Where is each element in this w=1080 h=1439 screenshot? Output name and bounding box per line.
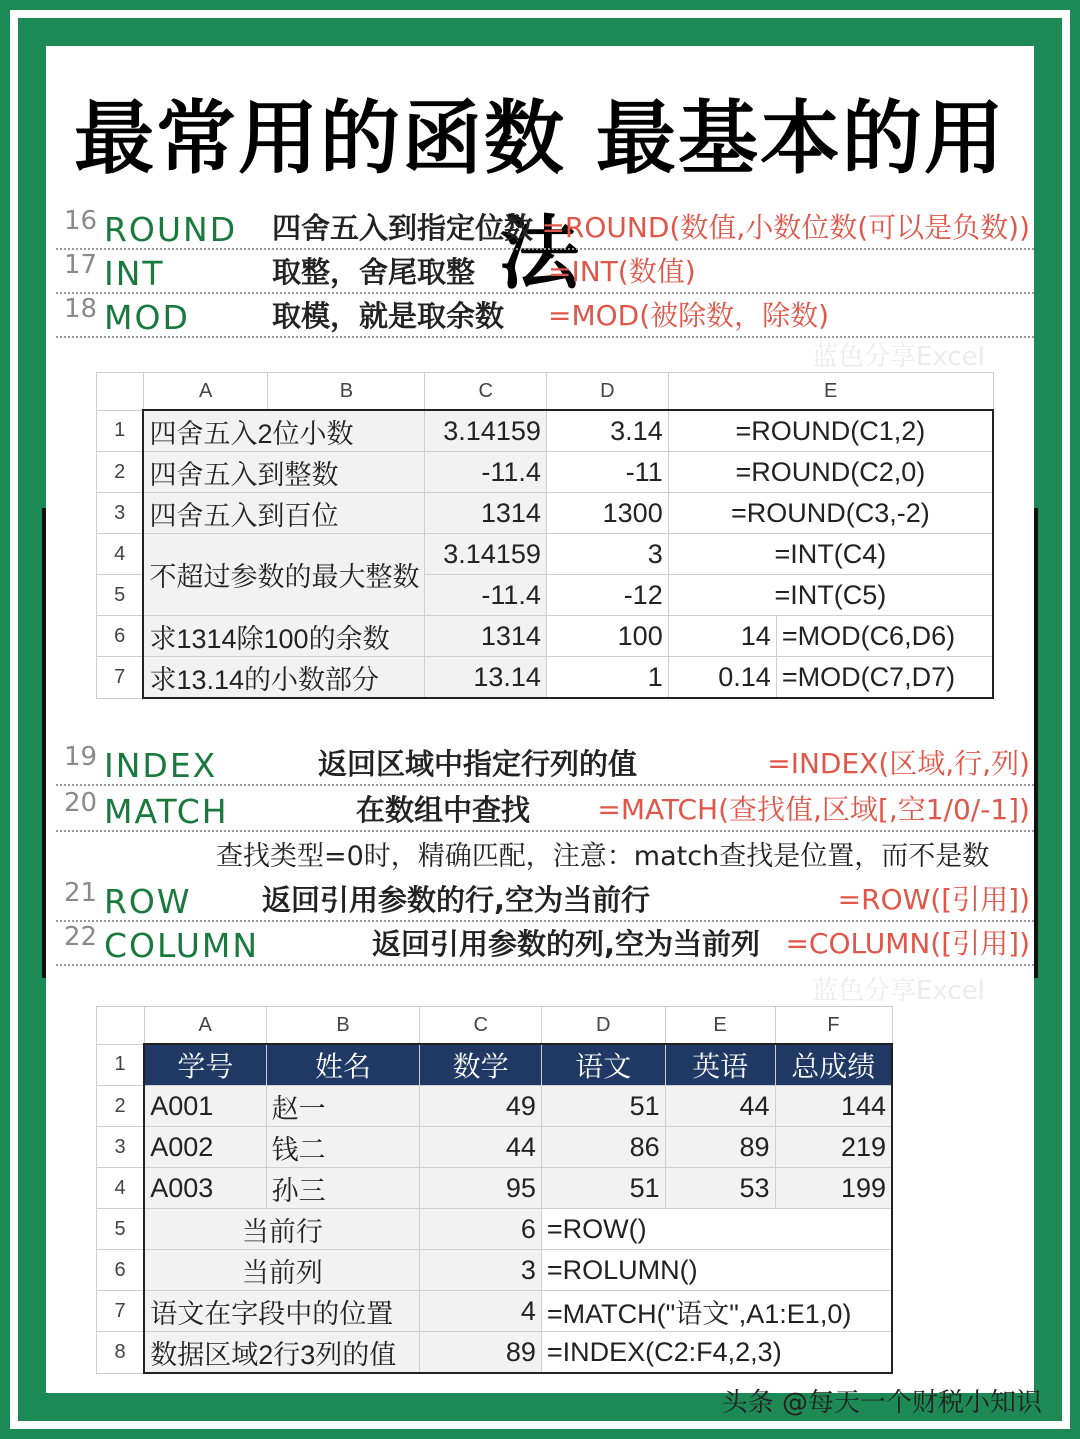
col-header-b: B <box>268 373 425 411</box>
cell-c: 3.14159 <box>425 534 546 575</box>
cell-total: 199 <box>775 1168 892 1209</box>
row-number: 7 <box>97 1291 145 1332</box>
cell-label: 四舍五入2位小数 <box>143 410 425 452</box>
header-cell: 总成绩 <box>775 1044 892 1086</box>
table-row <box>97 1209 893 1250</box>
excel-table-round-int-mod <box>96 372 994 699</box>
cell-chinese: 51 <box>541 1168 665 1209</box>
col-header-e: E <box>665 1007 775 1045</box>
cell-c: 1314 <box>425 616 546 657</box>
excel-table-index-match <box>96 1006 893 1374</box>
table-row <box>97 493 994 534</box>
function-row-mod <box>56 292 1034 338</box>
cell-label: 求13.14的小数部分 <box>143 657 425 699</box>
watermark: 蓝色分享Excel <box>812 342 985 372</box>
corner-cell <box>97 1007 145 1045</box>
function-syntax: =ROUND(数值,小数位数(可以是负数)) <box>541 211 1030 244</box>
cell-label: 四舍五入到整数 <box>143 452 425 493</box>
function-name: ROUND <box>104 210 238 249</box>
cell-value: 89 <box>420 1332 541 1374</box>
table-row <box>97 1250 893 1291</box>
cell-e: =INT(C4) <box>668 534 993 575</box>
cell-f-formula: =MOD(C6,D6) <box>776 616 993 657</box>
function-row-round <box>56 204 1034 250</box>
cell-d: 1300 <box>546 493 668 534</box>
function-syntax: =COLUMN([引用]) <box>785 927 1030 960</box>
cell-label: 语文在字段中的位置 <box>144 1291 420 1332</box>
function-number: 20 <box>64 788 98 818</box>
content-card <box>46 46 1034 1393</box>
cell-value: 6 <box>420 1209 541 1250</box>
cell-e: =INT(C5) <box>668 575 993 616</box>
cell-total: 219 <box>775 1127 892 1168</box>
cell-c: 13.14 <box>425 657 546 699</box>
col-header-d: D <box>546 373 668 411</box>
function-syntax: =ROW([引用]) <box>837 883 1030 916</box>
cell-name: 赵一 <box>266 1086 420 1127</box>
row-number: 6 <box>97 616 144 657</box>
corner-cell <box>97 373 144 411</box>
row-number: 2 <box>97 452 144 493</box>
table-row <box>97 1168 893 1209</box>
function-name: MOD <box>104 298 190 337</box>
header-cell: 英语 <box>665 1044 775 1086</box>
function-number: 21 <box>64 878 98 908</box>
function-row-match <box>56 786 1034 832</box>
cell-chinese: 51 <box>541 1086 665 1127</box>
function-number: 19 <box>64 742 98 772</box>
cell-english: 44 <box>665 1086 775 1127</box>
cell-id: A001 <box>144 1086 266 1127</box>
row-number: 4 <box>97 534 144 575</box>
cell-d: -12 <box>546 575 668 616</box>
function-number: 22 <box>64 922 98 952</box>
cell-english: 89 <box>665 1127 775 1168</box>
row-number: 5 <box>97 575 144 616</box>
table-row <box>97 1291 893 1332</box>
function-name: MATCH <box>104 792 229 831</box>
cell-label-merged: 不超过参数的最大整数 <box>143 534 425 616</box>
cell-d: 3 <box>546 534 668 575</box>
cell-math: 49 <box>420 1086 541 1127</box>
cell-d: -11 <box>546 452 668 493</box>
function-description: 取整，舍尾取整 <box>272 255 476 289</box>
source-credit: 头条 @每天一个财税小知识 <box>721 1388 1042 1418</box>
cell-c: -11.4 <box>425 452 546 493</box>
function-name: INT <box>104 254 165 293</box>
row-number: 5 <box>97 1209 145 1250</box>
function-number: 17 <box>64 250 98 280</box>
cell-name: 孙三 <box>266 1168 420 1209</box>
col-header-e: E <box>668 373 993 411</box>
function-description: 返回引用参数的行,空为当前行 <box>262 883 651 917</box>
cell-label: 当前列 <box>144 1250 420 1291</box>
function-number: 18 <box>64 294 98 324</box>
table-header-row <box>97 1044 893 1086</box>
cell-e: =ROUND(C1,2) <box>668 410 993 452</box>
cell-value: 3 <box>420 1250 541 1291</box>
cell-e: =ROUND(C3,-2) <box>668 493 993 534</box>
cell-label: 数据区域2行3列的值 <box>144 1332 420 1374</box>
watermark: 蓝色分享Excel <box>812 976 985 1006</box>
cell-formula: =ROW() <box>541 1209 892 1250</box>
cell-d: 3.14 <box>546 410 668 452</box>
cell-formula: =INDEX(C2:F4,2,3) <box>541 1332 892 1374</box>
row-number: 6 <box>97 1250 145 1291</box>
row-number: 2 <box>97 1086 145 1127</box>
cell-id: A003 <box>144 1168 266 1209</box>
row-number: 1 <box>97 1044 145 1086</box>
cell-f-formula: =MOD(C7,D7) <box>776 657 993 699</box>
col-header-a: A <box>144 1007 266 1045</box>
header-cell: 数学 <box>420 1044 541 1086</box>
cell-c: -11.4 <box>425 575 546 616</box>
table-row <box>97 1332 893 1374</box>
function-syntax: =INDEX(区域,行,列) <box>767 747 1030 780</box>
cell-label: 四舍五入到百位 <box>143 493 425 534</box>
row-number: 1 <box>97 410 144 452</box>
row-number: 4 <box>97 1168 145 1209</box>
function-row-column <box>56 920 1034 966</box>
col-header-b: B <box>266 1007 420 1045</box>
header-cell: 学号 <box>144 1044 266 1086</box>
col-header-f: F <box>775 1007 892 1045</box>
row-number: 3 <box>97 1127 145 1168</box>
cell-name: 钱二 <box>266 1127 420 1168</box>
function-description: 取模，就是取余数 <box>272 299 505 333</box>
function-description: 四舍五入到指定位数 <box>272 211 534 245</box>
cell-formula: =ROLUMN() <box>541 1250 892 1291</box>
cell-e-value: 0.14 <box>668 657 776 699</box>
function-row-int <box>56 248 1034 294</box>
function-row-index <box>56 740 1034 786</box>
function-description: 返回引用参数的列,空为当前列 <box>372 927 761 961</box>
cell-math: 95 <box>420 1168 541 1209</box>
table-row <box>97 410 994 452</box>
table-row <box>97 657 994 699</box>
row-number: 8 <box>97 1332 145 1374</box>
table-row <box>97 1086 893 1127</box>
col-header-c: C <box>425 373 546 411</box>
function-name: ROW <box>104 882 192 921</box>
col-header-a: A <box>143 373 267 411</box>
function-description: 返回区域中指定行列的值 <box>318 747 638 781</box>
table-row <box>97 1127 893 1168</box>
header-cell: 语文 <box>541 1044 665 1086</box>
cell-c: 1314 <box>425 493 546 534</box>
cell-e-value: 14 <box>668 616 776 657</box>
cell-label: 求1314除100的余数 <box>143 616 425 657</box>
column-header-row <box>97 1007 893 1045</box>
function-name: COLUMN <box>104 926 260 965</box>
column-header-row <box>97 373 994 411</box>
cell-c: 3.14159 <box>425 410 546 452</box>
cell-d: 1 <box>546 657 668 699</box>
header-cell: 姓名 <box>266 1044 420 1086</box>
function-description: 在数组中查找 <box>356 793 531 827</box>
cell-id: A002 <box>144 1127 266 1168</box>
table-row <box>97 534 994 575</box>
function-syntax: =MATCH(查找值,区域[,空1/0/-1]) <box>597 793 1030 826</box>
table-row <box>97 452 994 493</box>
row-number: 7 <box>97 657 144 699</box>
cell-value: 4 <box>420 1291 541 1332</box>
function-row-row <box>56 876 1034 922</box>
cell-total: 144 <box>775 1086 892 1127</box>
col-header-d: D <box>541 1007 665 1045</box>
function-number: 16 <box>64 206 98 236</box>
page-title: 最常用的函数 最基本的用法 <box>74 91 1006 300</box>
function-syntax: =INT(数值) <box>548 255 696 288</box>
cell-d: 100 <box>546 616 668 657</box>
match-note: 查找类型=0时，精确匹配，注意：match查找是位置，而不是数 <box>216 841 990 872</box>
cell-english: 53 <box>665 1168 775 1209</box>
cell-formula: =MATCH("语文",A1:E1,0) <box>541 1291 892 1332</box>
cell-label: 当前行 <box>144 1209 420 1250</box>
cell-chinese: 86 <box>541 1127 665 1168</box>
cell-math: 44 <box>420 1127 541 1168</box>
cell-e: =ROUND(C2,0) <box>668 452 993 493</box>
table-row <box>97 616 994 657</box>
function-syntax: =MOD(被除数，除数) <box>548 299 830 332</box>
row-number: 3 <box>97 493 144 534</box>
col-header-c: C <box>420 1007 541 1045</box>
function-name: INDEX <box>104 746 218 785</box>
